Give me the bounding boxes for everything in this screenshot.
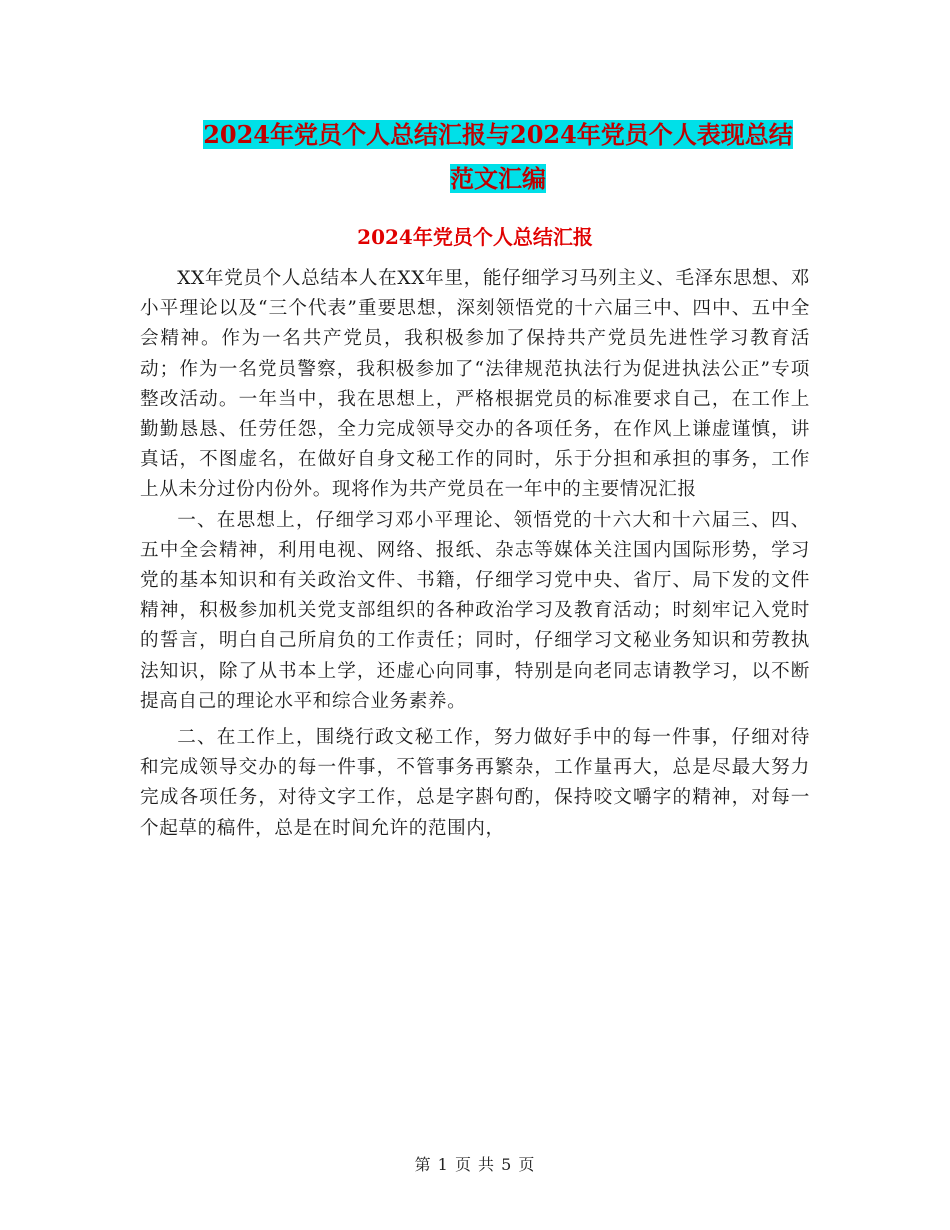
document-body — [140, 264, 810, 844]
paragraph-work: 二、在工作上，围绕行政文秘工作，努力做好手中的每一件事，仔细对待和完成领导交办的每一件事，不管事务再繁杂，工作量再大，总是尽最大努力完成各项任务，对待文字工作，总是字斟句酌，保持咬文嚼字的精神，对每一个起草的稿件，总是在时间允许的范围内， — [140, 727, 810, 839]
document-title-line2: 范文汇编 — [450, 164, 546, 193]
section-title: 2024年党员个人总结汇报 — [357, 225, 593, 249]
document-title-line1: 2024年党员个人总结汇报与2024年党员个人表现总结 — [203, 120, 793, 149]
paragraph-intro: XX年党员个人总结本人在XX年里，能仔细学习马列主义、毛泽东思想、邓小平理论以及“三个代表”重要思想，深刻领悟党的十六届三中、四中、五中全会精神。作为一名共产党员，我积极参加了保持共产党员先进性学习教育活动；作为一名党员警察，我积极参加了“法律规范执法行为促进执法公正”专项整改活动。一年当中，我在思想上，严格根据党员的标准要求自己，在工作上勤勤恳恳、任劳任怨，全力完成领导交办的各项任务，在作风上谦虚谨慎，讲真话，不图虚名，在做好自身文秘工作的同时，乐于分担和承担的事务，工作上从未分过份内份外。现将作为共产党员在一年中的主要情况汇报 — [140, 268, 810, 501]
page-footer: 第 1 页 共 5 页 — [414, 1155, 536, 1174]
document-title — [140, 113, 856, 201]
paragraph-thought: 一、在思想上，仔细学习邓小平理论、领悟党的十六大和十六届三、四、五中全会精神，利用电视、网络、报纸、杂志等媒体关注国内国际形势，学习党的基本知识和有关政治文件、书籍，仔细学习党中央、省厅、局下发的文件精神，积极参加机关党支部组织的各种政治学习及教育活动；时刻牢记入党时的誓言，明白自己所肩负的工作责任；同时，仔细学习文秘业务知识和劳教执法知识，除了从书本上学，还虚心向同事，特别是向老同志请教学习，以不断提高自己的理论水平和综合业务素养。 — [140, 509, 810, 712]
